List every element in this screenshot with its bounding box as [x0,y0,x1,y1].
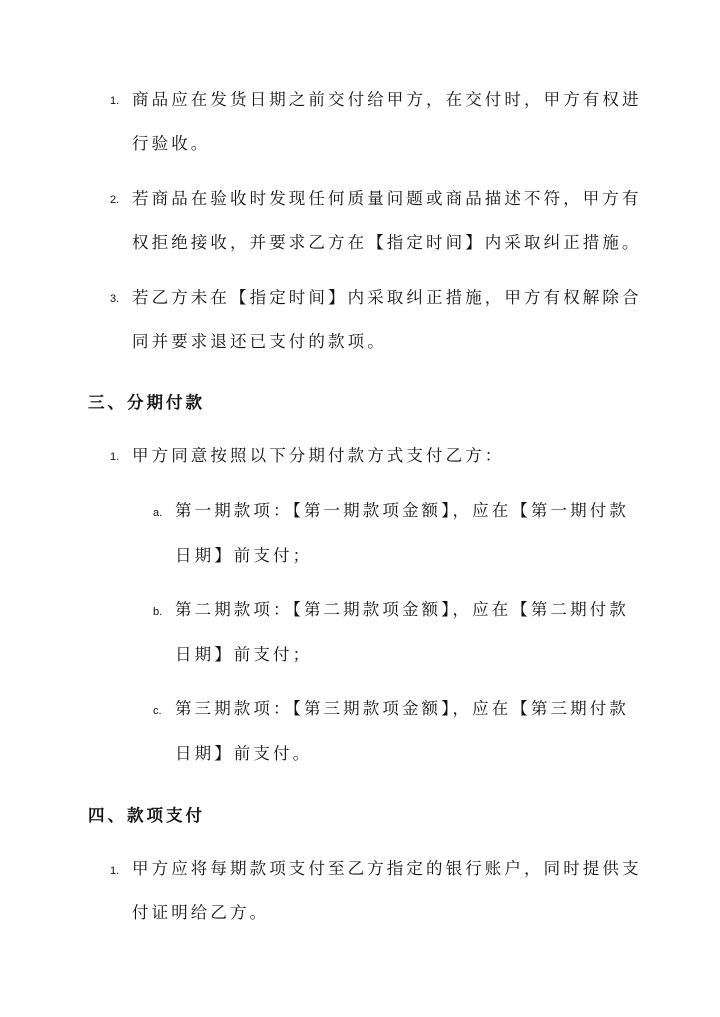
list-marker: 3. [110,293,120,305]
list-marker: c. [153,705,162,717]
list-marker: 1. [110,865,120,877]
list-item-text: 第二期款项：【第二期款项金额】，应在【第二期付款 [175,600,629,619]
list-marker: 1. [110,451,120,463]
list-marker: b. [153,606,163,618]
list-item-text: 若商品在验收时发现任何质量问题或商品描述不符，甲方有 [132,189,642,208]
list-marker: 2. [110,194,120,206]
section-heading: 三、分期付款 [88,393,205,412]
list-item-text: 若乙方未在【指定时间】内采取纠正措施，甲方有权解除合 [132,288,642,307]
list-item-text: 甲方同意按照以下分期付款方式支付乙方： [132,446,505,465]
list-item-text: 商品应在发货日期之前交付给甲方，在交付时，甲方有权进 [132,90,642,109]
list-marker: 1. [110,95,120,107]
list-item-text: 第一期款项：【第一期款项金额】，应在【第一期付款 [175,501,629,520]
list-item-text: 同并要求退还已支付的款项。 [132,332,387,351]
list-marker: a. [153,507,163,519]
list-item-text: 行验收。 [132,134,211,153]
list-item-text: 第三期款项：【第三期款项金额】，应在【第三期付款 [175,699,629,718]
list-item-text: 付证明给乙方。 [132,903,270,922]
list-item-text: 日期】前支付； [175,645,313,664]
section-heading: 四、款项支付 [88,806,205,825]
list-item-text: 甲方应将每期款项支付至乙方指定的银行账户，同时提供支 [132,859,642,878]
list-item-text: 权拒绝接收，并要求乙方在【指定时间】内采取纠正措施。 [132,233,642,252]
list-item-text: 日期】前支付； [175,546,313,565]
list-item-text: 日期】前支付。 [175,744,313,763]
